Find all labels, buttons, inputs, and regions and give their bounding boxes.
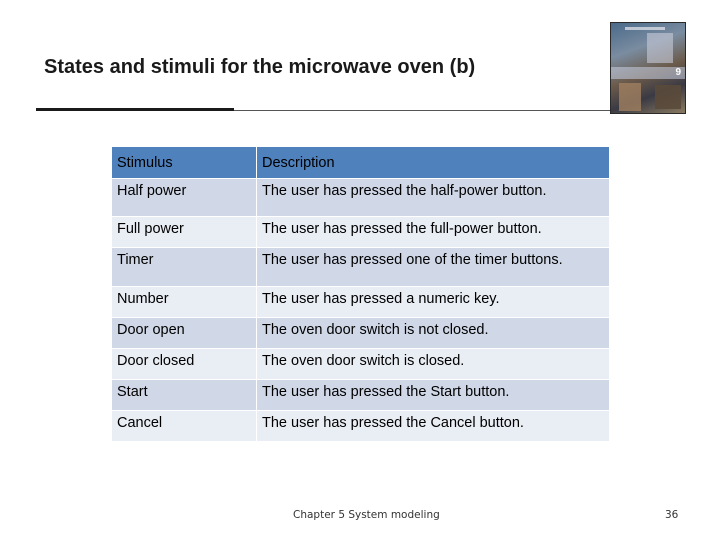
- description-cell: The user has pressed the half-power button.: [257, 179, 610, 217]
- stimulus-cell: Door open: [112, 318, 257, 349]
- stimulus-cell: Cancel: [112, 411, 257, 442]
- description-cell: The user has pressed the Cancel button.: [257, 411, 610, 442]
- header-stimulus: Stimulus: [112, 147, 257, 179]
- table-row: [112, 287, 610, 318]
- table-header-row: [112, 147, 610, 179]
- stimulus-cell: Start: [112, 380, 257, 411]
- stimulus-cell: Half power: [112, 179, 257, 217]
- description-cell: The oven door switch is not closed.: [257, 318, 610, 349]
- book-cover-image: [610, 22, 686, 114]
- stimuli-table: [111, 146, 610, 442]
- table-row: [112, 248, 610, 287]
- description-cell: The oven door switch is closed.: [257, 349, 610, 380]
- description-cell: The user has pressed the full-power button.: [257, 217, 610, 248]
- table-row: [112, 380, 610, 411]
- description-cell: The user has pressed one of the timer buttons.: [257, 248, 610, 287]
- slide-title: States and stimuli for the microwave oven (b): [44, 56, 476, 78]
- slide-footer: Chapter 5 System modeling: [293, 509, 440, 521]
- stimulus-cell: Full power: [112, 217, 257, 248]
- title-underline-thin: [234, 110, 614, 111]
- edition-number: 9: [675, 67, 681, 78]
- description-cell: The user has pressed a numeric key.: [257, 287, 610, 318]
- stimulus-cell: Door closed: [112, 349, 257, 380]
- table-row: [112, 217, 610, 248]
- table-row: [112, 318, 610, 349]
- table-row: [112, 179, 610, 217]
- stimulus-cell: Timer: [112, 248, 257, 287]
- title-underline-thick: [36, 108, 234, 111]
- page-number: 36: [665, 509, 679, 521]
- stimulus-cell: Number: [112, 287, 257, 318]
- header-description: Description: [257, 147, 610, 179]
- table-row: [112, 349, 610, 380]
- table-row: [112, 411, 610, 442]
- description-cell: The user has pressed the Start button.: [257, 380, 610, 411]
